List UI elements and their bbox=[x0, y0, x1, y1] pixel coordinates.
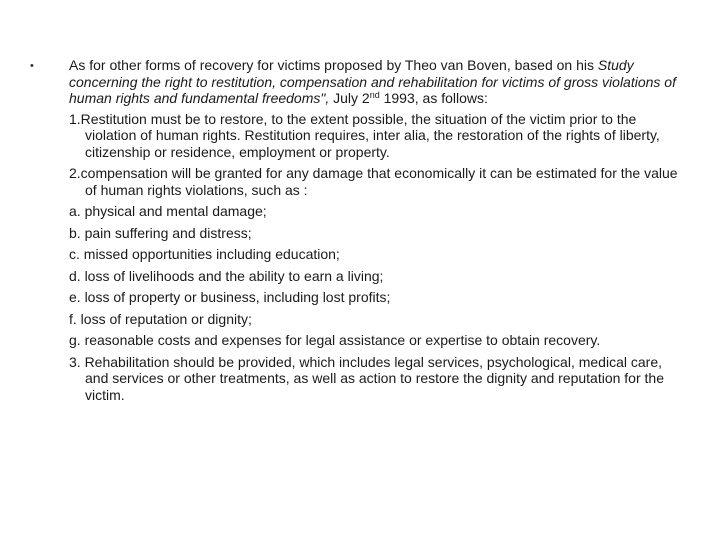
list-item-e: e. loss of property or business, including lost profits; bbox=[69, 289, 391, 305]
study-title: Study concerning the right to restitution, compensation and rehabilitation for victims of gross violations of human rights and fundamental freedoms", bbox=[69, 57, 676, 106]
list-item-g: g. reasonable costs and expenses for legal assistance or expertise to obtain recovery. bbox=[69, 332, 601, 348]
intro-text-1: As for other forms of recovery for victims proposed by Theo van Boven, based on his bbox=[69, 57, 598, 73]
date-superscript: nd bbox=[369, 90, 380, 100]
intro-text-2: July 2 bbox=[329, 90, 370, 106]
list-item-d: d. loss of livelihoods and the ability to earn a living; bbox=[69, 267, 384, 284]
list-item-compensation: 2.compensation will be granted for any damage that economically it can be estimated for the value of human rights violations, such as : bbox=[69, 165, 678, 198]
list-item-c: c. missed opportunities including education; bbox=[69, 246, 340, 262]
list-item-f: f. loss of reputation or dignity; bbox=[69, 310, 252, 327]
list-item-a: a. physical and mental damage; bbox=[69, 203, 267, 219]
intro-text-3: 1993, as follows: bbox=[379, 90, 488, 106]
list-item-rehabilitation: 3. Rehabilitation should be provided, which includes legal services, psychological, medical care, and services or other treatments, as well as action to restore the dignity and reputation for the victim. bbox=[69, 353, 664, 403]
slide-body bbox=[69, 57, 684, 403]
list-item-b: b. pain suffering and distress; bbox=[69, 224, 252, 241]
intro-paragraph bbox=[69, 57, 684, 107]
bullet-icon: • bbox=[30, 60, 34, 72]
list-item-restitution: 1.Restitution must be to restore, to the extent possible, the situation of the victim prior to the violation of human rights. Restitution requires, inter alia, the restoration of the rights of liberty, citizenship or residence, employment or property. bbox=[69, 110, 660, 160]
